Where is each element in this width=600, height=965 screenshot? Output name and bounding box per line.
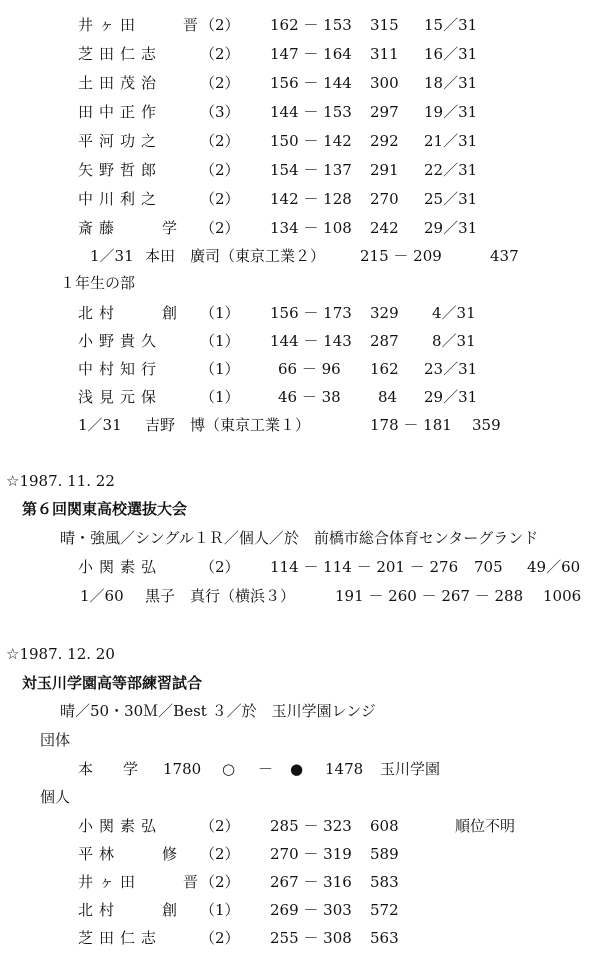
event-title: 第６回関東高校選抜大会 xyxy=(22,500,188,518)
grade: （1） xyxy=(200,360,240,378)
home-team: 本 学 xyxy=(78,760,139,778)
winner-total: 1006 xyxy=(543,587,582,605)
total: 563 xyxy=(370,929,399,947)
event-date: ☆1987. 12. 20 xyxy=(6,645,115,663)
grade: （1） xyxy=(200,332,240,350)
section-heading: １年生の部 xyxy=(60,274,136,292)
player-name: 北村 創 xyxy=(78,304,184,322)
total: 300 xyxy=(370,74,399,92)
grade: （2） xyxy=(200,45,240,63)
rank: 29／31 xyxy=(424,219,478,237)
player-name: 小関素弘 xyxy=(78,558,163,576)
total: 608 xyxy=(370,817,399,835)
player-name: 井ヶ田 晋 xyxy=(78,16,205,34)
player-name: 平林 修 xyxy=(78,845,184,863)
total: 297 xyxy=(370,103,399,121)
grade: （1） xyxy=(200,388,240,406)
total: 291 xyxy=(370,161,399,179)
winner-rank: 1／31 xyxy=(90,247,134,265)
score: 134 － 108 xyxy=(270,219,352,237)
player-name: 中川利之 xyxy=(78,190,163,208)
total: 315 xyxy=(370,16,399,34)
player-name: 平河功之 xyxy=(78,132,163,150)
rank: 21／31 xyxy=(424,132,478,150)
score: 255 － 308 xyxy=(270,929,352,947)
score: 147 － 164 xyxy=(270,45,352,63)
grade: （1） xyxy=(200,304,240,322)
grade: （2） xyxy=(200,817,240,835)
player-name: 芝田仁志 xyxy=(78,929,163,947)
total: 583 xyxy=(370,873,399,891)
winner-rank: 1／60 xyxy=(80,587,124,605)
player-name: 芝田仁志 xyxy=(78,45,163,63)
grade: （2） xyxy=(200,132,240,150)
rank: 29／31 xyxy=(424,388,478,406)
winner-total: 359 xyxy=(472,416,501,434)
home-score: 1780 xyxy=(163,760,202,778)
winner-rank: 1／31 xyxy=(78,416,122,434)
score: 66 － 96 xyxy=(278,360,341,378)
grade: （1） xyxy=(200,901,240,919)
rank: 23／31 xyxy=(424,360,478,378)
player-name: 土田茂治 xyxy=(78,74,163,92)
grade: （2） xyxy=(200,74,240,92)
rank: 4／31 xyxy=(432,304,476,322)
total: 572 xyxy=(370,901,399,919)
result-dash: － xyxy=(258,760,274,778)
lose-mark-icon: ● xyxy=(290,760,304,778)
total: 270 xyxy=(370,190,399,208)
player-name: 井ヶ田 晋 xyxy=(78,873,205,891)
rank: 8／31 xyxy=(432,332,476,350)
total: 311 xyxy=(370,45,399,63)
score: 154 － 137 xyxy=(270,161,352,179)
grade: （2） xyxy=(200,873,240,891)
player-name: 斎藤 学 xyxy=(78,219,184,237)
grade: （2） xyxy=(200,845,240,863)
player-name: 矢野哲郎 xyxy=(78,161,163,179)
individual-label: 個人 xyxy=(40,788,71,806)
event-title: 対玉川学園高等部練習試合 xyxy=(22,674,203,692)
score: 156 － 144 xyxy=(270,74,352,92)
winner-score: 178 － 181 xyxy=(370,416,452,434)
rank-note: 順位不明 xyxy=(455,817,516,835)
player-name: 小野貴久 xyxy=(78,332,163,350)
winner-name: 本田 廣司（東京工業２） xyxy=(145,247,326,265)
grade: （3） xyxy=(200,103,240,121)
player-name: 小関素弘 xyxy=(78,817,163,835)
rank: 15／31 xyxy=(424,16,478,34)
win-mark-icon: ○ xyxy=(222,760,236,778)
score: 270 － 319 xyxy=(270,845,352,863)
score: 269 － 303 xyxy=(270,901,352,919)
score: 46 － 38 xyxy=(278,388,341,406)
winner-name: 黒子 真行（横浜３） xyxy=(145,587,296,605)
winner-score: 215 － 209 xyxy=(360,247,442,265)
player-name: 中村知行 xyxy=(78,360,163,378)
total: 292 xyxy=(370,132,399,150)
rank: 16／31 xyxy=(424,45,478,63)
away-team: 玉川学園 xyxy=(380,760,441,778)
event-conditions: 晴／50・30Ｍ／Best ３／於 玉川学園レンジ xyxy=(60,702,376,720)
away-score: 1478 xyxy=(325,760,364,778)
total: 589 xyxy=(370,845,399,863)
rank: 22／31 xyxy=(424,161,478,179)
score: 285 － 323 xyxy=(270,817,352,835)
rank: 49／60 xyxy=(527,558,581,576)
score: 150 － 142 xyxy=(270,132,352,150)
total: 705 xyxy=(474,558,503,576)
total: 329 xyxy=(370,304,399,322)
grade: （2） xyxy=(200,161,240,179)
player-name: 田中正作 xyxy=(78,103,163,121)
rank: 19／31 xyxy=(424,103,478,121)
score: 114 － 114 － 201 － 276 xyxy=(270,558,459,576)
grade: （2） xyxy=(200,558,240,576)
total: 287 xyxy=(370,332,399,350)
winner-score: 191 － 260 － 267 － 288 xyxy=(335,587,524,605)
winner-name: 吉野 博（東京工業１） xyxy=(145,416,311,434)
score: 142 － 128 xyxy=(270,190,352,208)
event-conditions: 晴・強風／シングル１Ｒ／個人／於 前橋市総合体育センターグランド xyxy=(60,529,539,547)
grade: （2） xyxy=(200,16,240,34)
total: 242 xyxy=(370,219,399,237)
rank: 18／31 xyxy=(424,74,478,92)
score: 144 － 143 xyxy=(270,332,352,350)
score: 144 － 153 xyxy=(270,103,352,121)
player-name: 浅見元保 xyxy=(78,388,163,406)
grade: （2） xyxy=(200,929,240,947)
player-name: 北村 創 xyxy=(78,901,184,919)
total: 162 xyxy=(370,360,399,378)
grade: （2） xyxy=(200,190,240,208)
event-date: ☆1987. 11. 22 xyxy=(6,472,115,490)
grade: （2） xyxy=(200,219,240,237)
team-label: 団体 xyxy=(40,731,71,749)
score: 267 － 316 xyxy=(270,873,352,891)
total: 84 xyxy=(378,388,398,406)
score: 162 － 153 xyxy=(270,16,352,34)
rank: 25／31 xyxy=(424,190,478,208)
winner-total: 437 xyxy=(490,247,519,265)
score: 156 － 173 xyxy=(270,304,352,322)
